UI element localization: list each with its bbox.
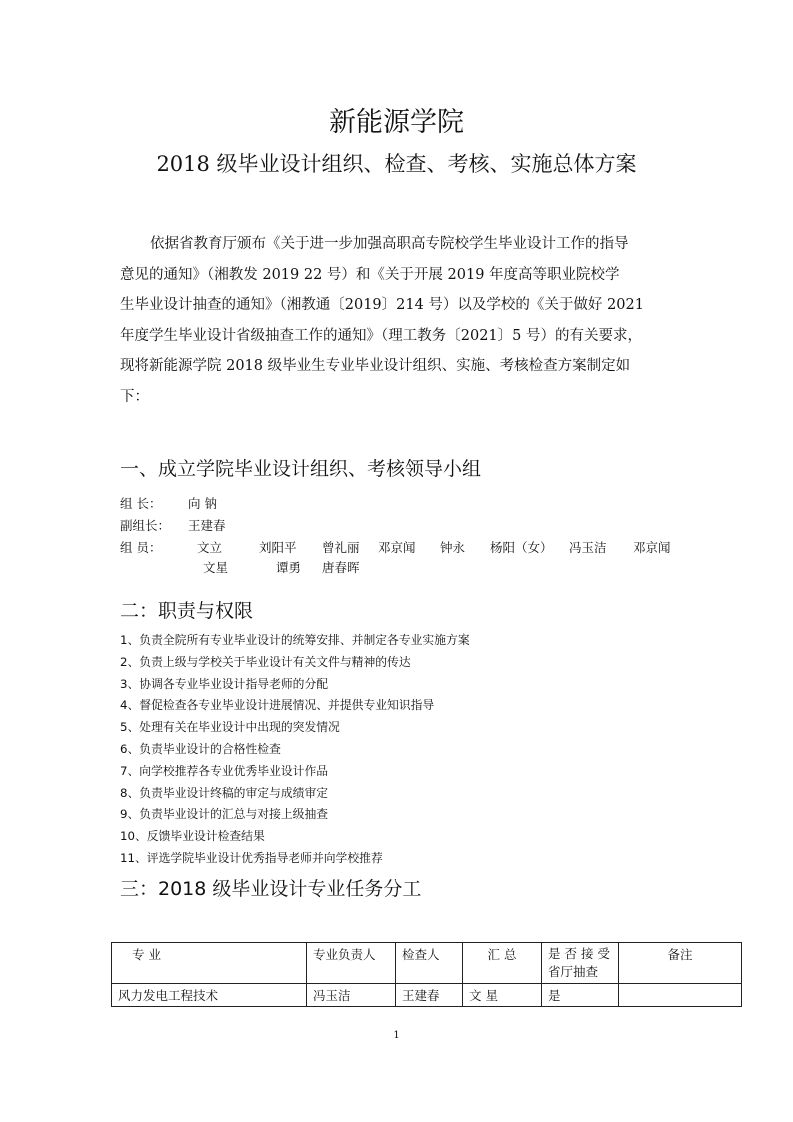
member-name: 刘阳平 <box>259 540 297 555</box>
page-number: 1 <box>393 1030 400 1041</box>
member-name: 冯玉洁 <box>569 540 607 555</box>
duty-item: 2、负责上级与学校关于毕业设计有关文件与精神的传达 <box>120 654 411 669</box>
member-name: 文星 <box>203 560 229 575</box>
document-title: 新能源学院 <box>329 107 464 138</box>
duty-item: 5、处理有关在毕业设计中出现的突发情况 <box>120 720 340 735</box>
leader-label: 组 长： <box>120 496 162 511</box>
table-row <box>112 984 742 1007</box>
section3-heading: 三：2018 级毕业设计专业任务分工 <box>120 878 422 900</box>
task-table <box>111 942 742 1007</box>
duty-item: 10、反馈毕业设计检查结果 <box>120 829 265 844</box>
duty-item: 8、负责毕业设计终稿的审定与成绩审定 <box>120 785 329 800</box>
section1-heading: 一、成立学院毕业设计组织、考核领导小组 <box>120 458 482 480</box>
member-name: 曾礼丽 <box>322 540 360 555</box>
member-name: 杨阳（女） <box>490 540 553 555</box>
intro-line: 生毕业设计抽查的通知》（湘教通〔2019〕214 号）以及学校的《关于做好 2021 <box>120 297 644 313</box>
duty-item: 3、协调各专业毕业设计指导老师的分配 <box>120 676 329 691</box>
deputy-label: 副组长： <box>120 518 171 533</box>
duty-item: 6、负责毕业设计的合格性检查 <box>120 741 281 756</box>
intro-line: 年度学生毕业设计省级抽查工作的通知》（理工教务〔2021〕5 号）的有关要求， <box>120 327 642 344</box>
member-name: 邓京闻 <box>378 540 416 555</box>
members-label: 组 员： <box>120 540 162 555</box>
leader-name: 向 钠 <box>188 496 217 511</box>
intro-line: 依据省教育厅颁布《关于进一步加强高职高专院校学生毕业设计工作的指导 <box>150 236 629 252</box>
intro-line: 下： <box>120 388 149 405</box>
table-header-cell: 汇 总 <box>463 943 542 984</box>
leader-row <box>120 494 217 512</box>
duty-item: 11、评选学院毕业设计优秀指导老师并向学校推荐 <box>120 850 383 865</box>
table-header-cell: 备注 <box>619 943 742 984</box>
duties-list <box>120 630 470 870</box>
table-header-cell: 是 否 接 受省厅抽查 <box>542 943 619 984</box>
table-cell: 是 <box>542 984 619 1007</box>
table-header-row <box>112 943 742 984</box>
member-name: 钟永 <box>440 540 466 555</box>
document-subtitle: 2018 级毕业设计组织、检查、考核、实施总体方案 <box>156 152 637 176</box>
table-header-cell: 检查人 <box>396 943 463 984</box>
members-row <box>120 538 188 556</box>
table-cell: 风力发电工程技术 <box>112 984 307 1007</box>
table-header-cell: 专业负责人 <box>307 943 396 984</box>
table-header-cell: 专 业 <box>112 943 307 984</box>
deputy-row <box>120 516 226 534</box>
member-name: 唐春晖 <box>322 560 360 575</box>
duty-item: 9、负责毕业设计的汇总与对接上级抽查 <box>120 807 329 822</box>
intro-line: 意见的通知》（湘教发 2019 22 号）和《关于开展 2019 年度高等职业院校学 <box>120 266 620 283</box>
duty-item: 4、督促检查各专业毕业设计进展情况、并提供专业知识指导 <box>120 698 435 713</box>
member-name: 邓京闻 <box>633 540 671 555</box>
deputy-name: 王建春 <box>188 518 226 533</box>
table-cell: 王建春 <box>396 984 463 1007</box>
section2-heading: 二：职责与权限 <box>120 600 254 622</box>
table-cell: 冯玉洁 <box>307 984 396 1007</box>
table-cell <box>619 984 742 1007</box>
table-cell: 文 星 <box>463 984 542 1007</box>
duty-item: 1、负责全院所有专业毕业设计的统筹安排、并制定各专业实施方案 <box>120 633 470 647</box>
intro-paragraph <box>120 229 680 412</box>
intro-line: 现将新能源学院 2018 级毕业生专业毕业设计组织、实施、考核检查方案制定如 <box>120 358 631 374</box>
member-name: 文立 <box>197 540 223 555</box>
member-name: 谭勇 <box>276 560 302 575</box>
duty-item: 7、向学校推荐各专业优秀毕业设计作品 <box>120 763 329 778</box>
